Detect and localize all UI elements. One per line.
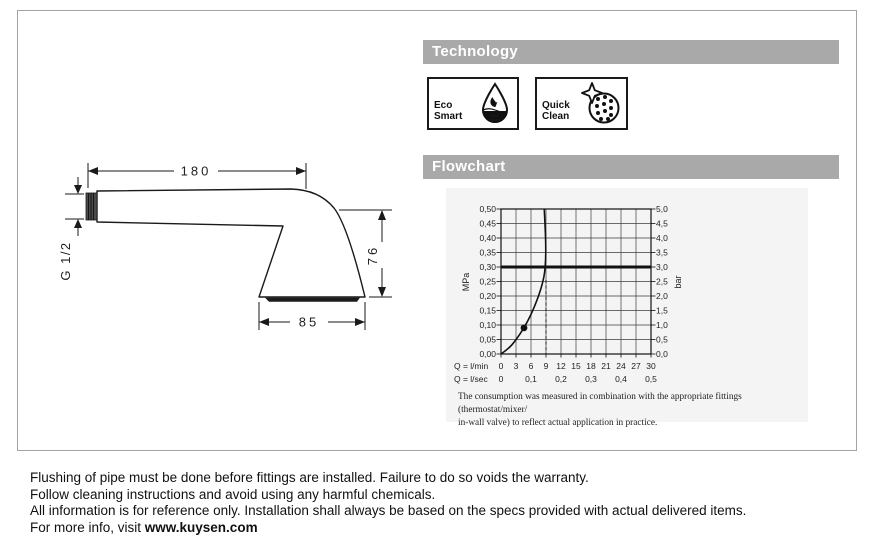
svg-text:0,4: 0,4 xyxy=(615,374,627,384)
eco-smart-label: Eco Smart xyxy=(434,100,463,122)
spray-face-strip xyxy=(265,298,360,302)
quick-clean-sprayface-icon xyxy=(581,81,623,127)
svg-text:24: 24 xyxy=(616,361,626,371)
svg-text:0,45: 0,45 xyxy=(479,218,496,229)
svg-text:1,0: 1,0 xyxy=(656,320,668,331)
svg-text:0,20: 0,20 xyxy=(479,291,496,302)
svg-text:0,25: 0,25 xyxy=(479,276,496,287)
svg-text:9: 9 xyxy=(543,361,549,371)
svg-text:15: 15 xyxy=(571,361,581,371)
svg-text:12: 12 xyxy=(556,361,566,371)
flow-marker-dot xyxy=(521,325,528,332)
footer-line: Follow cleaning instructions and avoid using any harmful chemicals. xyxy=(30,486,436,502)
svg-text:SMART: SMART xyxy=(489,117,501,122)
flow-chart xyxy=(450,196,702,388)
svg-text:6: 6 xyxy=(528,361,534,371)
svg-text:30: 30 xyxy=(646,361,656,371)
svg-text:0: 0 xyxy=(498,374,504,384)
svg-text:0,5: 0,5 xyxy=(656,334,668,345)
svg-text:0,0: 0,0 xyxy=(656,349,668,360)
left-axis-ticks xyxy=(479,204,496,359)
svg-text:0,50: 0,50 xyxy=(479,204,496,215)
quick-clean-label: Quick Clean xyxy=(542,100,570,122)
dim-face-label: 85 xyxy=(298,314,320,330)
showerhead-body-outline xyxy=(97,189,365,297)
showerhead-technical-drawing xyxy=(58,158,398,338)
flowchart-title: Flowchart xyxy=(432,158,506,175)
svg-text:4,5: 4,5 xyxy=(656,218,668,229)
svg-text:0,15: 0,15 xyxy=(479,305,496,316)
svg-text:0,30: 0,30 xyxy=(479,262,496,273)
svg-text:0,5: 0,5 xyxy=(645,374,657,384)
footer-disclaimer xyxy=(30,470,746,536)
website-link[interactable]: www.kuysen.com xyxy=(144,519,258,535)
svg-text:0: 0 xyxy=(498,361,504,371)
svg-text:1,5: 1,5 xyxy=(656,305,668,316)
svg-text:0,1: 0,1 xyxy=(525,374,537,384)
eco-smart-badge xyxy=(427,77,519,130)
quick-clean-badge xyxy=(535,77,628,130)
svg-text:3: 3 xyxy=(513,361,519,371)
svg-text:Q = l/min: Q = l/min xyxy=(454,361,489,371)
svg-text:0,35: 0,35 xyxy=(479,247,496,258)
svg-text:21: 21 xyxy=(601,361,611,371)
thread-connector xyxy=(86,193,97,220)
footer-line: All information is for reference only. Installation shall always be based on the specs provided with actual delivered items. xyxy=(30,503,747,518)
dim-height-label: 76 xyxy=(365,244,380,266)
footer-line: Flushing of pipe must be done before fittings are installed. Failure to do so voids the warranty. xyxy=(30,470,589,485)
svg-text:ECO: ECO xyxy=(491,113,499,118)
svg-text:0,05: 0,05 xyxy=(479,334,496,345)
dim-width-label: 180 xyxy=(180,163,212,179)
pipe-diameter-marks xyxy=(65,177,84,236)
eco-smart-drop-icon xyxy=(476,81,514,127)
x-axis-lmin-row xyxy=(454,361,656,371)
svg-text:0,00: 0,00 xyxy=(479,349,496,360)
mpa-axis-label: MPa xyxy=(461,272,471,292)
technology-title: Technology xyxy=(432,43,519,60)
right-axis-ticks xyxy=(656,204,668,359)
svg-text:0,2: 0,2 xyxy=(555,374,567,384)
footer-line: For more info, visit www.kuysen.com xyxy=(30,519,258,535)
svg-text:3,5: 3,5 xyxy=(656,247,668,258)
svg-text:Q = l/sec: Q = l/sec xyxy=(454,374,488,384)
svg-text:0,40: 0,40 xyxy=(479,233,496,244)
svg-text:2,5: 2,5 xyxy=(656,276,668,287)
chart-gridlines xyxy=(497,209,656,358)
flowchart-section-header xyxy=(423,155,839,179)
flowchart-note: The consumption was measured in combination with the appropriate fittings (thermostat/mixer/ in-wall valve) to reflect actual application in practice. xyxy=(458,392,742,428)
svg-text:3,0: 3,0 xyxy=(656,262,668,273)
svg-text:18: 18 xyxy=(586,361,596,371)
x-axis-lsec-row xyxy=(454,374,657,384)
svg-text:5,0: 5,0 xyxy=(656,204,668,215)
svg-text:4,0: 4,0 xyxy=(656,233,668,244)
svg-text:0,3: 0,3 xyxy=(585,374,597,384)
thread-label: G 1/2 xyxy=(58,241,73,281)
bar-axis-label: bar xyxy=(673,275,683,289)
svg-text:2,0: 2,0 xyxy=(656,291,668,302)
svg-text:27: 27 xyxy=(631,361,641,371)
technology-section-header xyxy=(423,40,839,64)
svg-text:0,10: 0,10 xyxy=(479,320,496,331)
